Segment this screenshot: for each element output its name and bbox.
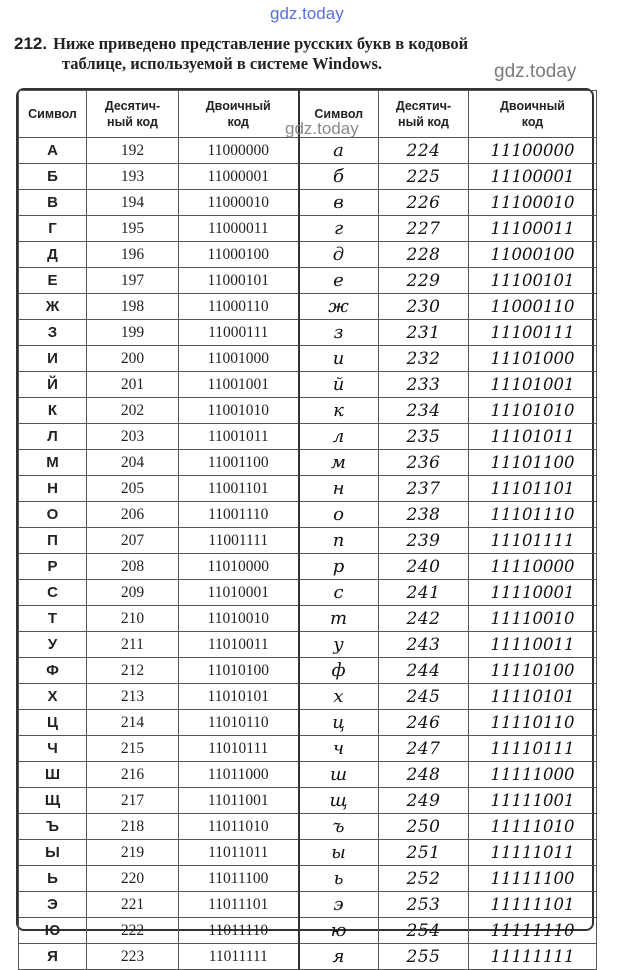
symbol-lower-cell: ъ — [299, 814, 379, 840]
symbol-lower-cell: д — [299, 242, 379, 268]
symbol-upper-cell: Ч — [19, 736, 87, 762]
table-row — [19, 736, 597, 762]
decimal-upper-cell: 217 — [87, 788, 179, 814]
binary-upper-cell: 11001111 — [179, 528, 299, 554]
symbol-upper-cell: Г — [19, 216, 87, 242]
table-row — [19, 424, 597, 450]
table-row — [19, 710, 597, 736]
header-decimal-upper — [87, 91, 179, 138]
table-row — [19, 242, 597, 268]
header-label: Символ — [28, 107, 77, 121]
symbol-lower-cell: я — [299, 944, 379, 970]
decimal-upper-cell: 202 — [87, 398, 179, 424]
binary-lower-cell: 11101000 — [469, 346, 597, 372]
binary-lower-cell: 11000100 — [469, 242, 597, 268]
decimal-lower-cell: 240 — [379, 554, 469, 580]
binary-lower-cell: 11110110 — [469, 710, 597, 736]
binary-upper-cell: 11010010 — [179, 606, 299, 632]
decimal-upper-cell: 212 — [87, 658, 179, 684]
decimal-upper-cell: 208 — [87, 554, 179, 580]
decimal-upper-cell: 216 — [87, 762, 179, 788]
decimal-upper-cell: 195 — [87, 216, 179, 242]
decimal-lower-cell: 254 — [379, 918, 469, 944]
symbol-lower-cell: ж — [299, 294, 379, 320]
table-row — [19, 840, 597, 866]
decimal-upper-cell: 197 — [87, 268, 179, 294]
header-decimal-lower — [379, 91, 469, 138]
header-symbol-upper — [19, 91, 87, 138]
symbol-lower-cell: й — [299, 372, 379, 398]
binary-upper-cell: 11010111 — [179, 736, 299, 762]
decimal-upper-cell: 222 — [87, 918, 179, 944]
binary-upper-cell: 11011001 — [179, 788, 299, 814]
symbol-upper-cell: Ъ — [19, 814, 87, 840]
table-row — [19, 632, 597, 658]
decimal-lower-cell: 232 — [379, 346, 469, 372]
symbol-lower-cell: а — [299, 138, 379, 164]
symbol-upper-cell: У — [19, 632, 87, 658]
binary-upper-cell: 11010100 — [179, 658, 299, 684]
decimal-lower-cell: 236 — [379, 450, 469, 476]
binary-upper-cell: 11000110 — [179, 294, 299, 320]
binary-lower-cell: 11101111 — [469, 528, 597, 554]
binary-lower-cell: 11101101 — [469, 476, 597, 502]
decimal-upper-cell: 209 — [87, 580, 179, 606]
table-row — [19, 944, 597, 970]
decimal-lower-cell: 229 — [379, 268, 469, 294]
binary-upper-cell: 11011101 — [179, 892, 299, 918]
symbol-upper-cell: Х — [19, 684, 87, 710]
decimal-lower-cell: 244 — [379, 658, 469, 684]
decimal-lower-cell: 251 — [379, 840, 469, 866]
symbol-lower-cell: л — [299, 424, 379, 450]
binary-lower-cell: 11101001 — [469, 372, 597, 398]
binary-lower-cell: 11100101 — [469, 268, 597, 294]
binary-lower-cell: 11110001 — [469, 580, 597, 606]
decimal-upper-cell: 193 — [87, 164, 179, 190]
header-label: Двоичный код — [500, 99, 565, 129]
decimal-upper-cell: 223 — [87, 944, 179, 970]
table-row — [19, 164, 597, 190]
decimal-upper-cell: 200 — [87, 346, 179, 372]
symbol-lower-cell: т — [299, 606, 379, 632]
symbol-upper-cell: А — [19, 138, 87, 164]
symbol-upper-cell: Б — [19, 164, 87, 190]
decimal-lower-cell: 233 — [379, 372, 469, 398]
binary-lower-cell: 11110011 — [469, 632, 597, 658]
table-header-row — [19, 91, 597, 138]
binary-lower-cell: 11110100 — [469, 658, 597, 684]
binary-lower-cell: 11111101 — [469, 892, 597, 918]
symbol-lower-cell: щ — [299, 788, 379, 814]
decimal-lower-cell: 255 — [379, 944, 469, 970]
symbol-upper-cell: П — [19, 528, 87, 554]
symbol-upper-cell: Д — [19, 242, 87, 268]
header-label: Десятич- ный код — [395, 99, 452, 129]
header-label: Двоичный код — [205, 99, 271, 129]
binary-lower-cell: 11000110 — [469, 294, 597, 320]
decimal-upper-cell: 203 — [87, 424, 179, 450]
symbol-upper-cell: Э — [19, 892, 87, 918]
symbol-lower-cell: м — [299, 450, 379, 476]
task-statement — [14, 34, 614, 74]
table-row — [19, 658, 597, 684]
decimal-lower-cell: 228 — [379, 242, 469, 268]
decimal-upper-cell: 192 — [87, 138, 179, 164]
decimal-lower-cell: 224 — [379, 138, 469, 164]
binary-upper-cell: 11010011 — [179, 632, 299, 658]
binary-upper-cell: 11001101 — [179, 476, 299, 502]
binary-upper-cell: 11001010 — [179, 398, 299, 424]
symbol-lower-cell: ф — [299, 658, 379, 684]
symbol-upper-cell: Т — [19, 606, 87, 632]
binary-upper-cell: 11001001 — [179, 372, 299, 398]
watermark-top: gdz.today — [270, 4, 344, 23]
decimal-upper-cell: 206 — [87, 502, 179, 528]
symbol-upper-cell: Ю — [19, 918, 87, 944]
binary-upper-cell: 11000111 — [179, 320, 299, 346]
binary-upper-cell: 11011100 — [179, 866, 299, 892]
binary-lower-cell: 11100111 — [469, 320, 597, 346]
decimal-upper-cell: 213 — [87, 684, 179, 710]
header-label: Десятич- ный код — [104, 99, 161, 129]
binary-upper-cell: 11011010 — [179, 814, 299, 840]
symbol-lower-cell: о — [299, 502, 379, 528]
decimal-lower-cell: 238 — [379, 502, 469, 528]
decimal-upper-cell: 221 — [87, 892, 179, 918]
symbol-lower-cell: х — [299, 684, 379, 710]
table-row — [19, 398, 597, 424]
symbol-upper-cell: В — [19, 190, 87, 216]
decimal-upper-cell: 205 — [87, 476, 179, 502]
binary-lower-cell: 11100000 — [469, 138, 597, 164]
binary-lower-cell: 11101100 — [469, 450, 597, 476]
binary-upper-cell: 11001011 — [179, 424, 299, 450]
symbol-upper-cell: Ж — [19, 294, 87, 320]
table-row — [19, 138, 597, 164]
symbol-lower-cell: ч — [299, 736, 379, 762]
decimal-lower-cell: 248 — [379, 762, 469, 788]
header-symbol-lower — [299, 91, 379, 138]
symbol-lower-cell: г — [299, 216, 379, 242]
decimal-upper-cell: 211 — [87, 632, 179, 658]
table-row — [19, 866, 597, 892]
decimal-lower-cell: 234 — [379, 398, 469, 424]
binary-lower-cell: 11110000 — [469, 554, 597, 580]
table-row — [19, 268, 597, 294]
decimal-lower-cell: 235 — [379, 424, 469, 450]
binary-upper-cell: 11010001 — [179, 580, 299, 606]
symbol-upper-cell: С — [19, 580, 87, 606]
decimal-lower-cell: 230 — [379, 294, 469, 320]
table-row — [19, 684, 597, 710]
decimal-lower-cell: 242 — [379, 606, 469, 632]
symbol-upper-cell: Е — [19, 268, 87, 294]
symbol-lower-cell: э — [299, 892, 379, 918]
binary-upper-cell: 11011110 — [179, 918, 299, 944]
symbol-lower-cell: у — [299, 632, 379, 658]
symbol-lower-cell: и — [299, 346, 379, 372]
table-row — [19, 918, 597, 944]
table-row — [19, 580, 597, 606]
symbol-upper-cell: Щ — [19, 788, 87, 814]
symbol-lower-cell: з — [299, 320, 379, 346]
table-row — [19, 814, 597, 840]
binary-upper-cell: 11000001 — [179, 164, 299, 190]
symbol-lower-cell: ы — [299, 840, 379, 866]
symbol-lower-cell: ю — [299, 918, 379, 944]
binary-upper-cell: 11011000 — [179, 762, 299, 788]
binary-lower-cell: 11101011 — [469, 424, 597, 450]
symbol-upper-cell: З — [19, 320, 87, 346]
decimal-upper-cell: 219 — [87, 840, 179, 866]
decimal-lower-cell: 226 — [379, 190, 469, 216]
binary-upper-cell: 11000100 — [179, 242, 299, 268]
symbol-upper-cell: И — [19, 346, 87, 372]
decimal-lower-cell: 253 — [379, 892, 469, 918]
symbol-upper-cell: Л — [19, 424, 87, 450]
table-row — [19, 606, 597, 632]
binary-lower-cell: 11100010 — [469, 190, 597, 216]
decimal-upper-cell: 204 — [87, 450, 179, 476]
decimal-lower-cell: 245 — [379, 684, 469, 710]
table-row — [19, 216, 597, 242]
decimal-upper-cell: 207 — [87, 528, 179, 554]
binary-lower-cell: 11101010 — [469, 398, 597, 424]
symbol-lower-cell: б — [299, 164, 379, 190]
decimal-upper-cell: 198 — [87, 294, 179, 320]
decimal-lower-cell: 243 — [379, 632, 469, 658]
symbol-lower-cell: ш — [299, 762, 379, 788]
decimal-upper-cell: 201 — [87, 372, 179, 398]
decimal-lower-cell: 231 — [379, 320, 469, 346]
decimal-upper-cell: 194 — [87, 190, 179, 216]
binary-upper-cell: 11010101 — [179, 684, 299, 710]
binary-upper-cell: 11000000 — [179, 138, 299, 164]
binary-lower-cell: 11111011 — [469, 840, 597, 866]
decimal-upper-cell: 196 — [87, 242, 179, 268]
binary-lower-cell: 11111000 — [469, 762, 597, 788]
table-row — [19, 788, 597, 814]
watermark-header: gdz.today — [494, 61, 577, 82]
decimal-lower-cell: 239 — [379, 528, 469, 554]
symbol-lower-cell: р — [299, 554, 379, 580]
binary-lower-cell: 11111010 — [469, 814, 597, 840]
symbol-upper-cell: Н — [19, 476, 87, 502]
decimal-upper-cell: 214 — [87, 710, 179, 736]
symbol-upper-cell: М — [19, 450, 87, 476]
binary-lower-cell: 11111100 — [469, 866, 597, 892]
decimal-lower-cell: 246 — [379, 710, 469, 736]
binary-lower-cell: 11100011 — [469, 216, 597, 242]
decimal-upper-cell: 218 — [87, 814, 179, 840]
symbol-upper-cell: Ь — [19, 866, 87, 892]
binary-lower-cell: 11100001 — [469, 164, 597, 190]
decimal-upper-cell: 199 — [87, 320, 179, 346]
symbol-lower-cell: ь — [299, 866, 379, 892]
header-binary-upper — [179, 91, 299, 138]
watermark-table-header: gdz.today — [285, 119, 359, 138]
table-row — [19, 450, 597, 476]
table-row — [19, 294, 597, 320]
symbol-upper-cell: Ы — [19, 840, 87, 866]
symbol-lower-cell: в — [299, 190, 379, 216]
binary-upper-cell: 11000011 — [179, 216, 299, 242]
binary-lower-cell: 11111110 — [469, 918, 597, 944]
symbol-upper-cell: Ш — [19, 762, 87, 788]
decimal-upper-cell: 210 — [87, 606, 179, 632]
symbol-upper-cell: Й — [19, 372, 87, 398]
table-row — [19, 190, 597, 216]
decimal-upper-cell: 215 — [87, 736, 179, 762]
decimal-lower-cell: 250 — [379, 814, 469, 840]
decimal-lower-cell: 225 — [379, 164, 469, 190]
header-label: Символ — [314, 107, 364, 121]
binary-upper-cell: 11000101 — [179, 268, 299, 294]
binary-lower-cell: 11111111 — [469, 944, 597, 970]
table-row — [19, 320, 597, 346]
decimal-lower-cell: 252 — [379, 866, 469, 892]
decimal-upper-cell: 220 — [87, 866, 179, 892]
task-text-line2: таблице, используемой в системе Windows. — [62, 54, 383, 73]
symbol-lower-cell: н — [299, 476, 379, 502]
binary-upper-cell: 11011011 — [179, 840, 299, 866]
task-number: 212. — [14, 34, 48, 53]
symbol-lower-cell: ц — [299, 710, 379, 736]
binary-upper-cell: 11010000 — [179, 554, 299, 580]
symbol-upper-cell: Р — [19, 554, 87, 580]
table-row — [19, 502, 597, 528]
table-row — [19, 346, 597, 372]
symbol-upper-cell: О — [19, 502, 87, 528]
binary-upper-cell: 11001000 — [179, 346, 299, 372]
symbol-lower-cell: с — [299, 580, 379, 606]
symbol-lower-cell: к — [299, 398, 379, 424]
table-row — [19, 476, 597, 502]
decimal-lower-cell: 247 — [379, 736, 469, 762]
binary-upper-cell: 11010110 — [179, 710, 299, 736]
symbol-lower-cell: п — [299, 528, 379, 554]
decimal-lower-cell: 241 — [379, 580, 469, 606]
binary-upper-cell: 11000010 — [179, 190, 299, 216]
table-row — [19, 372, 597, 398]
binary-lower-cell: 11101110 — [469, 502, 597, 528]
binary-upper-cell: 11001110 — [179, 502, 299, 528]
header-binary-lower — [469, 91, 597, 138]
symbol-upper-cell: Я — [19, 944, 87, 970]
binary-lower-cell: 11110101 — [469, 684, 597, 710]
symbol-upper-cell: К — [19, 398, 87, 424]
task-text-line1: Ниже приведено представление русских букв в кодовой — [53, 34, 469, 53]
decimal-lower-cell: 237 — [379, 476, 469, 502]
table-row — [19, 892, 597, 918]
table-row — [19, 554, 597, 580]
binary-lower-cell: 11110111 — [469, 736, 597, 762]
binary-lower-cell: 11111001 — [469, 788, 597, 814]
table-row — [19, 762, 597, 788]
symbol-upper-cell: Ф — [19, 658, 87, 684]
symbol-lower-cell: е — [299, 268, 379, 294]
decimal-lower-cell: 249 — [379, 788, 469, 814]
table-row — [19, 528, 597, 554]
decimal-lower-cell: 227 — [379, 216, 469, 242]
binary-upper-cell: 11001100 — [179, 450, 299, 476]
binary-lower-cell: 11110010 — [469, 606, 597, 632]
code-table — [16, 88, 594, 967]
symbol-upper-cell: Ц — [19, 710, 87, 736]
binary-upper-cell: 11011111 — [179, 944, 299, 970]
